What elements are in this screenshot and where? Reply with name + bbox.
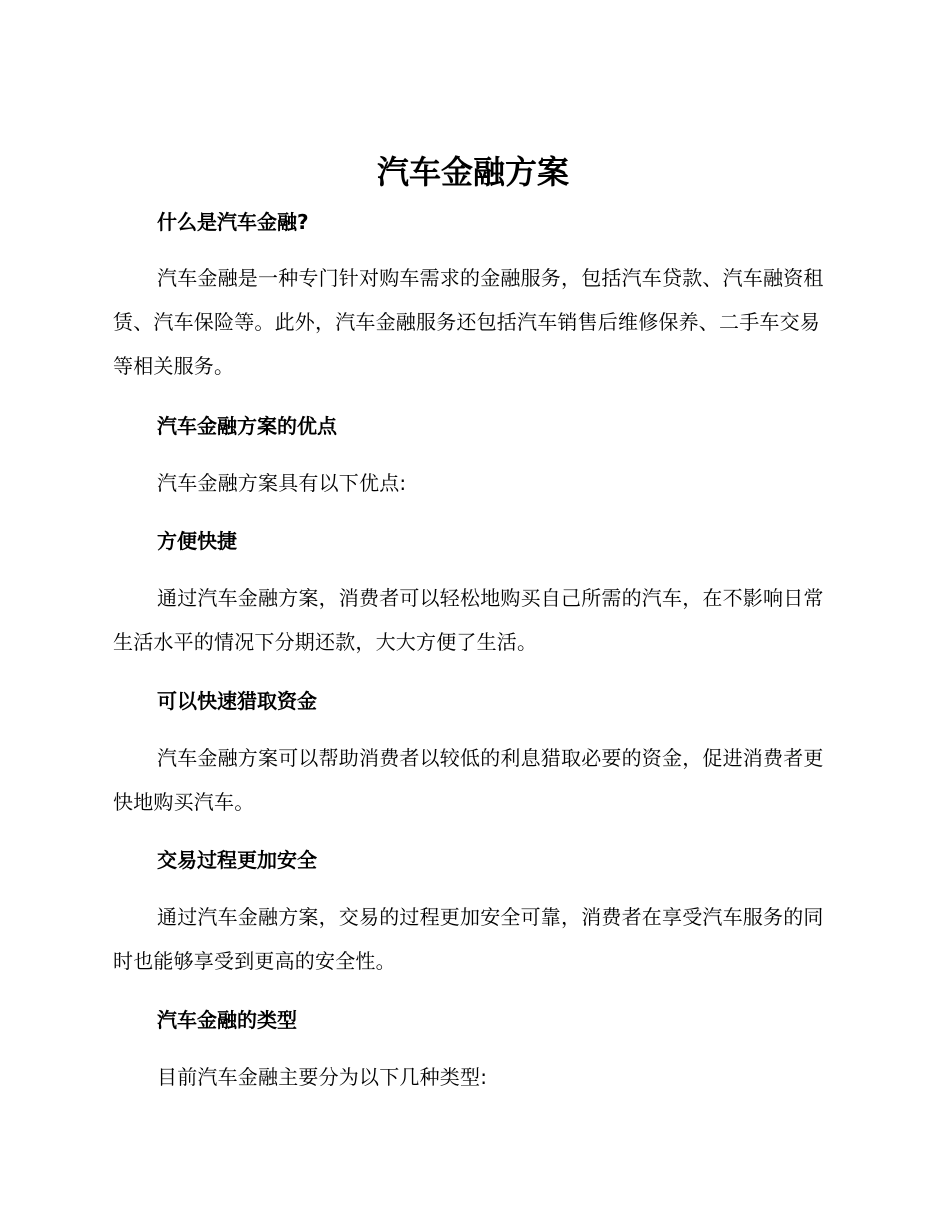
section-heading-convenient: 方便快捷: [157, 529, 237, 553]
section-paragraph-quick-funds: 汽车金融方案可以帮助消费者以较低的利息猎取必要的资金，促进消费者更快地购买汽车。: [113, 746, 824, 814]
section-heading-quick-funds: 可以快速猎取资金: [157, 689, 317, 713]
section-paragraph-what-is: 汽车金融是一种专门针对购车需求的金融服务，包括汽车贷款、汽车融资租赁、汽车保险等。此外，汽车金融服务还包括汽车销售后维修保养、二手车交易等相关服务。: [113, 266, 824, 378]
section-heading-types: 汽车金融的类型: [157, 1008, 297, 1032]
section-heading-safer: 交易过程更加安全: [157, 848, 317, 872]
section-heading-what-is: 什么是汽车金融?: [157, 210, 309, 234]
section-paragraph-convenient: 通过汽车金融方案，消费者可以轻松地购买自己所需的汽车，在不影响日常生活水平的情况下分期还款，大大方便了生活。: [113, 586, 824, 654]
section-heading-advantages: 汽车金融方案的优点: [157, 414, 337, 438]
section-paragraph-safer: 通过汽车金融方案，交易的过程更加安全可靠，消费者在享受汽车服务的同时也能够享受到更高的安全性。: [113, 905, 824, 973]
section-paragraph-types: 目前汽车金融主要分为以下几种类型:: [157, 1065, 488, 1089]
document-title: 汽车金融方案: [376, 153, 569, 191]
section-paragraph-advantages: 汽车金融方案具有以下优点:: [157, 471, 407, 495]
